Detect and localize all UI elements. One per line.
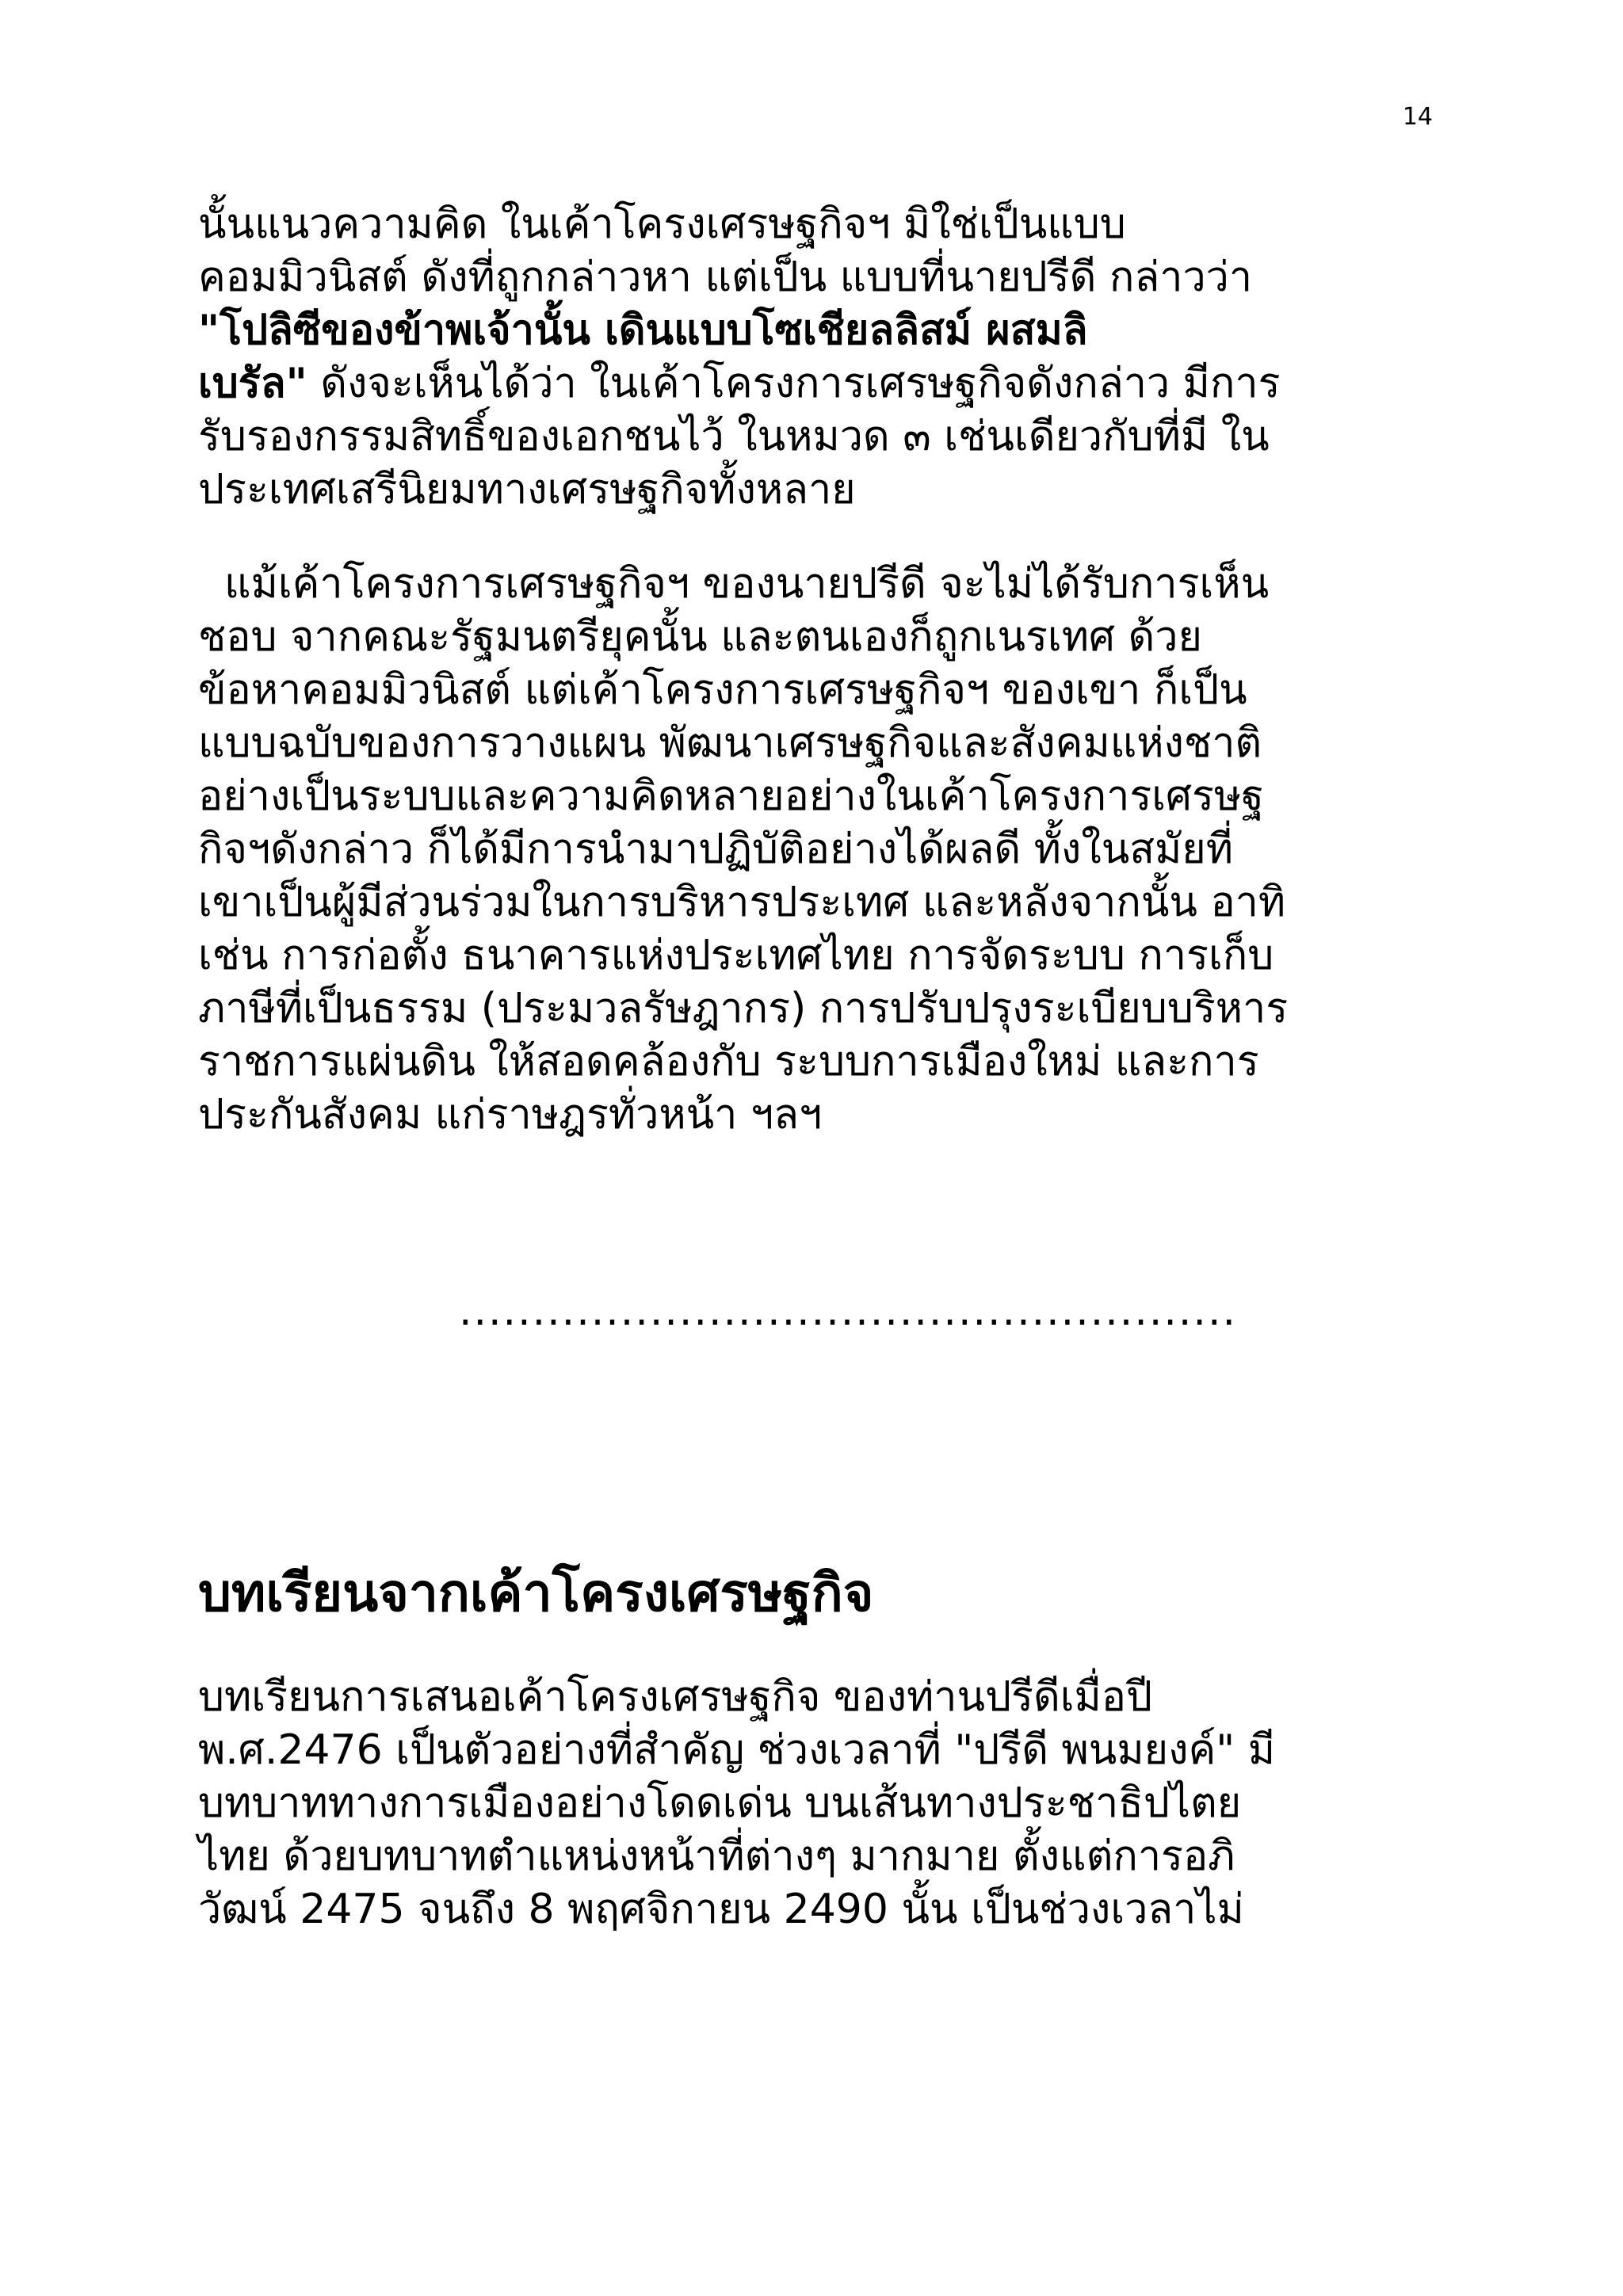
paragraph-2-line: ราชการแผ่นดิน ให้สอดคล้องกับ ระบบการเมืองใหม่ และการ	[198, 1038, 1259, 1085]
paragraph-1-line	[198, 357, 1434, 410]
paragraph-1-line-rest: ดังจะเห็นได้ว่า ในเค้าโครงการเศรษฐกิจดังกล่าว มีการ	[307, 360, 1281, 407]
paragraph-1-line: ประเทศเสรีนิยมทางเศรษฐกิจทั้งหลาย	[198, 466, 856, 513]
paragraph-3-line: ไทย ด้วยบทบาทตำแหน่งหน้าที่ต่างๆ มากมาย ตั้งแต่การอภิ	[198, 1833, 1235, 1880]
paragraph-1-line: คอมมิวนิสต์ ดังที่ถูกกล่าวหา แต่เป็น แบบที่นายปรีดี กล่าวว่า	[198, 254, 1253, 301]
paragraph-2-line: กิจฯดังกล่าว ก็ได้มีการนำมาปฏิบัติอย่างได้ผลดี ทั้งในสมัยที่	[198, 826, 1234, 873]
paragraph-2-line: ประกันสังคม แก่ราษฎรทั่วหน้า ฯลฯ	[198, 1091, 823, 1138]
paragraph-2-line: ภาษีที่เป็นธรรม (ประมวลรัษฎากร) การปรับปรุงระเบียบบริหาร	[198, 985, 1289, 1032]
page-number: 14	[1402, 103, 1433, 131]
paragraph-3-line: บทเรียนการเสนอเค้าโครงเศรษฐกิจ ของท่านปรีดีเมื่อปี	[198, 1673, 1153, 1721]
paragraph-2-line: เช่น การก่อตั้ง ธนาคารแห่งประเทศไทย การจัดระบบ การเก็บ	[198, 932, 1274, 979]
paragraph-3-line: บทบาททางการเมืองอย่างโดดเด่น บนเส้นทางประชาธิปไตย	[198, 1779, 1242, 1827]
section-heading: บทเรียนจากเค้าโครงเศรษฐกิจ	[198, 1562, 874, 1623]
paragraph-1	[198, 198, 1434, 517]
paragraph-3-line: พ.ศ.2476 เป็นตัวอย่างที่สำคัญ ช่วงเวลาที่ "ปรีดี พนมยงค์" มี	[198, 1726, 1275, 1774]
paragraph-2	[198, 558, 1434, 1142]
paragraph-2-line: แม้เค้าโครงการเศรษฐกิจฯ ของนายปรีดี จะไม่ได้รับการเห็น	[198, 560, 1270, 608]
paragraph-2-line: ชอบ จากคณะรัฐมนตรียุคนั้น และตนเองก็ถูกเนรเทศ ด้วย	[198, 613, 1202, 661]
paragraph-1-line: รับรองกรรมสิทธิ์ของเอกชนไว้ ในหมวด ๓ เช่นเดียวกับที่มี ใน	[198, 413, 1270, 460]
paragraph-2-line: เขาเป็นผู้มีส่วนร่วมในการบริหารประเทศ และหลังจากนั้น อาทิ	[198, 879, 1286, 926]
document-body	[198, 198, 1434, 1936]
paragraph-2-line: ข้อหาคอมมิวนิสต์ แต่เค้าโครงการเศรษฐกิจฯ ของเขา ก็เป็น	[198, 666, 1247, 714]
paragraph-1-line: นั้นแนวความคิด ในเค้าโครงเศรษฐกิจฯ มิใช่เป็นแบบ	[198, 200, 1126, 248]
paragraph-3-line: วัฒน์ 2475 จนถึง 8 พฤศจิกายน 2490 นั้น เป็นช่วงเวลาไม่	[198, 1886, 1244, 1933]
section-separator: .....................................................	[458, 1287, 1238, 1335]
paragraph-2-line: แบบฉบับของการวางแผน พัฒนาเศรษฐกิจและสังคมแห่งชาติ	[198, 719, 1262, 767]
paragraph-2-line: อย่างเป็นระบบและความคิดหลายอย่างในเค้าโครงการเศรษฐ	[198, 772, 1264, 820]
policy-quote-end: เบรัล"	[198, 360, 307, 407]
paragraph-3	[198, 1671, 1434, 1936]
policy-quote-line: "โปลิซีของข้าพเจ้านั้น เดินแบบโซเชียลลิสม์ ผสมลิ	[198, 307, 1088, 354]
